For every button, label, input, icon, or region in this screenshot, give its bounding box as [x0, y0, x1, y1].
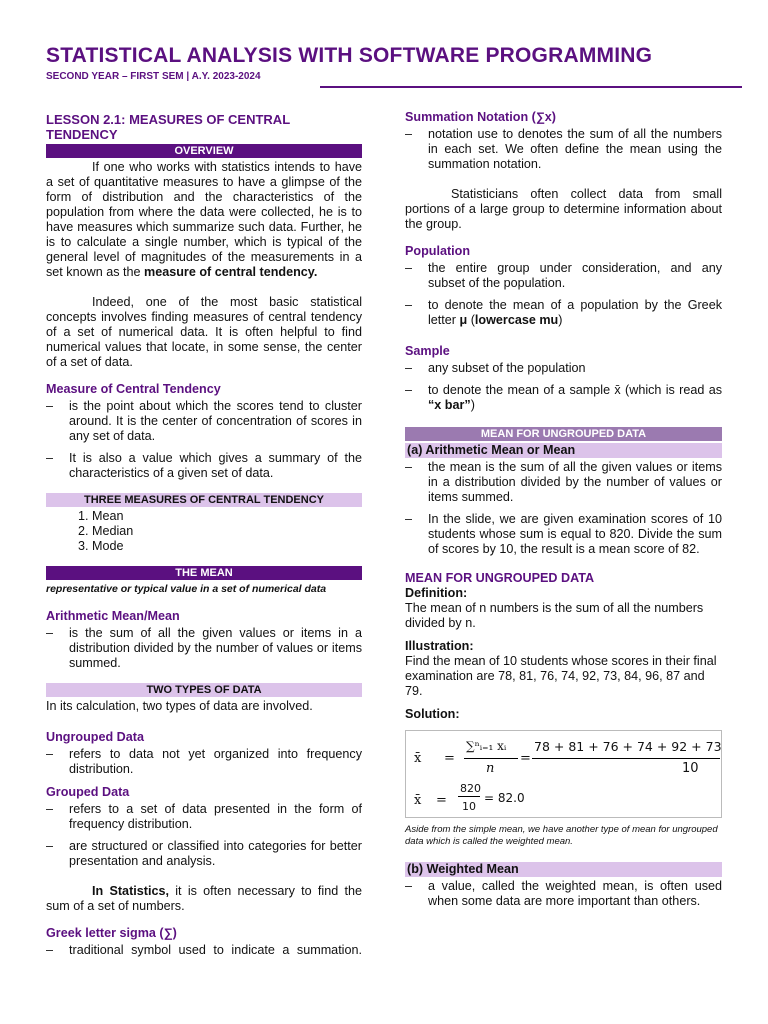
- overview-paragraph-1: If one who works with statistics intends to have a set of quantitative measures to have a glimpse of the form of distribution and the characteristics of the population from where the data were collected, he is to have measures which summarize such data. Further, he is to calculate a single number, which is typical of the general level of magnitudes of the measurements in a set known as the measure of central tendency.: [46, 160, 362, 279]
- list-item: – It is also a value which gives a summary of the characteristics of a given set of data.: [46, 451, 362, 480]
- grouped-heading: Grouped Data: [46, 785, 130, 799]
- mfud-heading: MEAN FOR UNGROUPED DATA: [405, 571, 595, 585]
- ungrouped-heading: Ungrouped Data: [46, 730, 144, 744]
- statisticians-paragraph: Statisticians often collect data from small portions of a large group to determine information about the group.: [405, 187, 722, 231]
- statistics-paragraph: In Statistics, it is often necessary to find the sum of a set of numbers.: [46, 884, 363, 913]
- list-item: – the entire group under consideration, and any subset of the population.: [405, 261, 722, 290]
- formula-n: n: [486, 761, 495, 776]
- population-heading: Population: [405, 244, 471, 258]
- formula-fraction-line: [464, 758, 518, 759]
- mean-ungrouped-bar: MEAN FOR UNGROUPED DATA: [405, 427, 722, 441]
- three-measures-bar: THREE MEASURES OF CENTRAL TENDENCY: [46, 493, 362, 507]
- right-column: [405, 110, 722, 909]
- formula-denominator: 10: [682, 761, 699, 776]
- sigma-heading: Greek letter sigma (∑): [46, 926, 177, 940]
- lesson-title: LESSON 2.1: MEASURES OF CENTRAL TENDENCY: [46, 112, 290, 142]
- mct-heading: Measure of Central Tendency: [46, 382, 221, 396]
- formula-xbar: x̄: [414, 793, 422, 808]
- header-subtitle: SECOND YEAR – FIRST SEM | A.Y. 2023-2024: [46, 71, 261, 82]
- formula-equals: =: [444, 751, 455, 766]
- aside-note: Aside from the simple mean, we have another type of mean for ungrouped data which is called the weighted mean.: [405, 824, 718, 847]
- three-measures-list: [46, 509, 362, 554]
- list-item: – a value, called the weighted mean, is often used when some data are more important than others.: [405, 879, 722, 908]
- formula-equals: =: [520, 751, 531, 766]
- overview-paragraph-2: Indeed, one of the most basic statistical concepts involves finding measures of central tendency of a set of numerical data. It is often helpful to find numerical values that locate, in some sense, the center of a set of data.: [46, 295, 362, 369]
- definition-heading: Definition:: [405, 586, 468, 600]
- list-item: – is the point about which the scores tend to cluster around. It is the center of concentration of scores in any set of data.: [46, 399, 362, 443]
- list-item: – is the sum of all the given values or items in a distribution divided by the number of values or items summed.: [46, 626, 362, 670]
- arithmetic-mean-heading: Arithmetic Mean/Mean: [46, 609, 180, 623]
- list-item: – are structured or classified into categories for better presentation and analysis.: [46, 839, 362, 868]
- weighted-mean-bar: (b) Weighted Mean: [405, 862, 722, 877]
- list-item: 1. Mean: [92, 509, 362, 524]
- list-item: – refers to data not yet organized into frequency distribution.: [46, 747, 362, 776]
- overview-bar: OVERVIEW: [46, 144, 362, 158]
- two-types-text: In its calculation, two types of data are involved.: [46, 699, 313, 713]
- list-item: – the mean is the sum of all the given values or items in a distribution divided by the number of values or items summed.: [405, 460, 722, 504]
- formula-count-value: 10: [462, 800, 476, 813]
- solution-heading: Solution:: [405, 707, 460, 721]
- definition-text: The mean of n numbers is the sum of all the numbers divided by n.: [405, 601, 704, 630]
- mean-note: representative or typical value in a set of numerical data: [46, 583, 327, 595]
- illustration-heading: Illustration:: [405, 639, 474, 653]
- arithmetic-mean-bar: (a) Arithmetic Mean or Mean: [405, 443, 722, 458]
- summation-heading: Summation Notation (∑x): [405, 110, 557, 124]
- list-item: 2. Median: [92, 524, 362, 539]
- formula-fraction-line: [458, 796, 480, 797]
- formula-fraction-line: [532, 758, 720, 759]
- list-item: 3. Mode: [92, 539, 362, 554]
- list-item: – any subset of the population: [405, 361, 586, 375]
- illustration-text: Find the mean of 10 students whose scores in their final examination are 78, 81, 76, 74, 92, 73, 84, 96, 87 and 79.: [405, 654, 717, 698]
- formula-result: = 82.0: [484, 791, 525, 805]
- header-title: STATISTICAL ANALYSIS WITH SOFTWARE PROGRAMMING: [46, 44, 653, 67]
- list-item: – refers to a set of data presented in the form of frequency distribution.: [46, 802, 362, 831]
- left-column: [46, 110, 362, 958]
- sample-heading: Sample: [405, 344, 450, 358]
- the-mean-bar: THE MEAN: [46, 566, 362, 580]
- formula-sum-value: 820: [460, 782, 481, 795]
- list-item: – to denote the mean of a population by the Greek letter μ (lowercase mu): [405, 298, 722, 327]
- formula-equals: =: [436, 793, 447, 808]
- formula-xbar: x̄: [414, 751, 422, 766]
- list-item: – to denote the mean of a sample x̄ (which is read as “x bar”): [405, 383, 722, 412]
- formula-sum: ∑ⁿᵢ₌₁ xᵢ: [466, 739, 507, 753]
- list-item: – In the slide, we are given examination scores of 10 students whose sum is equal to 820. Divide the sum of scores by 10, the result is a mean score of 82.: [405, 512, 722, 556]
- header-rule: [320, 86, 742, 88]
- list-item: – traditional symbol used to indicate a summation.: [46, 943, 362, 957]
- two-types-bar: TWO TYPES OF DATA: [46, 683, 362, 697]
- mean-formula: [405, 730, 722, 818]
- list-item: – notation use to denotes the sum of all the numbers in each set. We often define the mean using the summation notation.: [405, 127, 722, 171]
- formula-numerator: 78 + 81 + 76 + 74 + 92 + 73: [534, 739, 722, 754]
